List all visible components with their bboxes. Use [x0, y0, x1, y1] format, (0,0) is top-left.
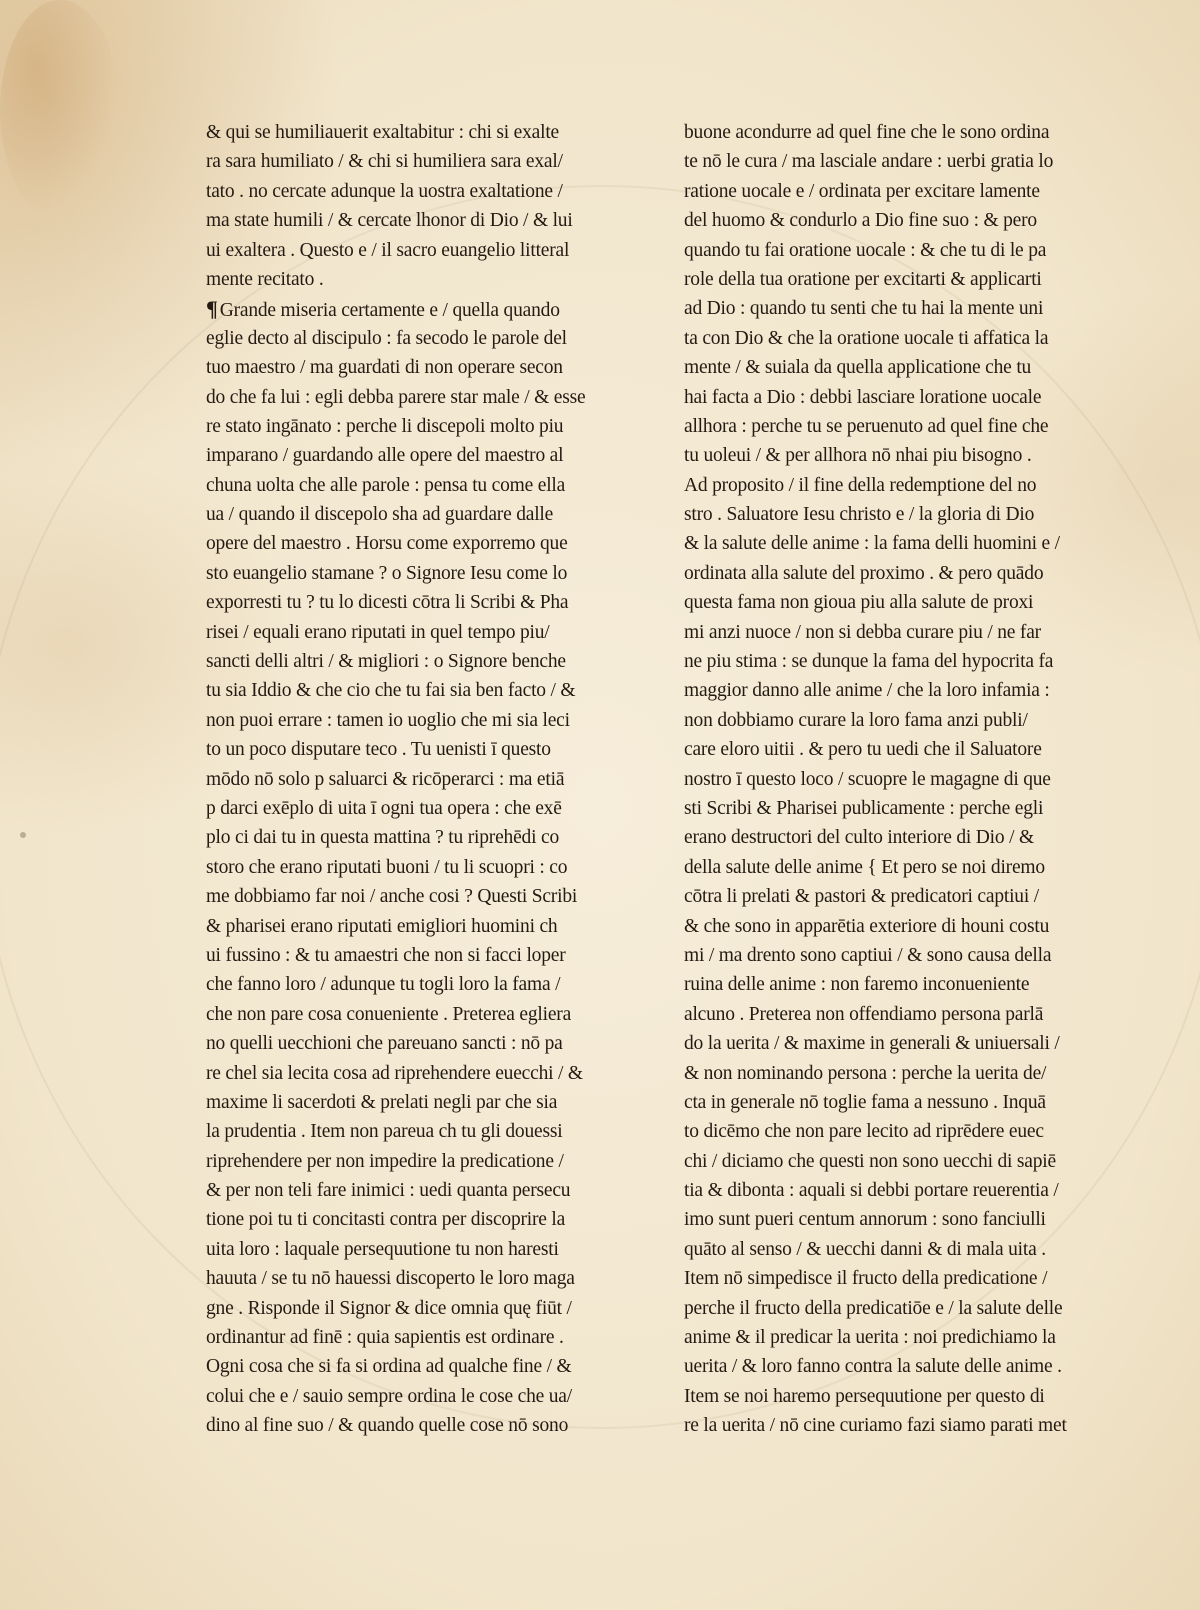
text-line: che non pare cosa conueniente . Preterea egliera — [206, 1003, 572, 1025]
text-line: no quelli uecchioni che pareuano sancti : nō pa — [206, 1033, 563, 1055]
text-line: imo sunt pueri centum annorum : sono fanciulli — [684, 1209, 1046, 1231]
text-line: ordinata alla salute del proximo . & pero quādo — [684, 562, 1044, 584]
text-line: risei / equali erano riputati in quel tempo piu/ — [206, 621, 550, 643]
text-line: ma state humili / & cercate lhonor di Dio / & lui — [206, 210, 573, 232]
text-line: imparano / guardando alle opere del maestro al — [206, 445, 564, 467]
text-line: tu uoleui / & per allhora nō nhai piu bisogno . — [684, 445, 1032, 467]
text-line: care eloro uitii . & pero tu uedi che il Saluatore — [684, 739, 1042, 761]
text-line: quando tu fai oratione uocale : & che tu di le pa — [684, 239, 1047, 261]
foxing-stain — [0, 0, 120, 220]
text-line: nostro ī questo loco / scuopre le magagne di que — [684, 768, 1051, 790]
text-line: del huomo & condurlo a Dio fine suo : & pero — [684, 210, 1037, 232]
text-line: stro . Saluatore Iesu christo e / la gloria di Dio — [684, 504, 1035, 526]
text-line: perche il fructo della predicatiōe e / la salute delle — [684, 1297, 1063, 1319]
text-line: maggior danno alle anime / che la loro infamia : — [684, 680, 1050, 702]
text-line: mente / & suiala da quella applicatione che tu — [684, 357, 1032, 379]
text-line: ne piu stima : se dunque la fama del hypocrita fa — [684, 651, 1054, 673]
text-line: anime & il predicar la uerita : noi predichiamo la — [684, 1327, 1056, 1349]
text-line: to dicēmo che non pare lecito ad riprēdere euec — [684, 1121, 1044, 1143]
text-line: mente recitato . — [206, 268, 324, 290]
text-line: do la uerita / & maxime in generali & uniuersali / — [684, 1033, 1060, 1055]
text-line: chuna uolta che alle parole : pensa tu come ella — [206, 474, 566, 496]
text-line: ui exaltera . Questo e / il sacro euangelio litteral — [206, 239, 570, 261]
text-line: plo ci dai tu in questa mattina ? tu riprehēdi co — [206, 827, 560, 849]
text-line: & la salute delle anime : la fama delli huomini e / — [684, 533, 1060, 555]
text-line: ordinantur ad finē : quia sapientis est ordinare . — [206, 1327, 564, 1349]
text-line: & qui se humiliauerit exaltabitur : chi si exalte — [206, 122, 560, 143]
text-line: Ad proposito / il fine della redemptione del no — [684, 474, 1037, 496]
text-line: erano destructori del culto interiore di Dio / & — [684, 827, 1034, 849]
text-line: che fanno loro / adunque tu togli loro la fama / — [206, 974, 561, 996]
text-line: & non nominando persona : perche la uerita de/ — [684, 1062, 1047, 1084]
text-line: mōdo nō solo p saluarci & ricōperarci : ma etiā — [206, 768, 565, 790]
text-line: Item nō simpedisce il fructo della predicatione / — [684, 1268, 1048, 1290]
text-line: colui che e / sauio sempre ordina le cose che ua/ — [206, 1385, 572, 1407]
text-line: maxime li sacerdoti & prelati negli par che sia — [206, 1091, 558, 1113]
text-line: te nō le cura / ma lasciale andare : uerbi gratia lo — [684, 151, 1054, 173]
text-line: gne . Risponde il Signor & dice omnia quę fiūt / — [206, 1297, 572, 1319]
margin-dot — [20, 832, 26, 838]
text-line — [206, 294, 646, 323]
text-line: to un poco disputare teco . Tu uenisti ī questo — [206, 739, 551, 761]
text-line: dino al fine suo / & quando quelle cose nō sono — [206, 1415, 569, 1437]
text-line: opere del maestro . Horsu come exporremo que — [206, 533, 568, 555]
text-line: ratione uocale e / ordinata per excitare lamente — [684, 180, 1040, 202]
text-line: p darci exēplo di uita ī ogni tua opera : che exē — [206, 797, 562, 819]
text-line: & pharisei erano riputati emigliori huomini ch — [206, 915, 558, 937]
text-line: re chel sia lecita cosa ad riprehendere euecchi / & — [206, 1062, 583, 1084]
text-line: uerita / & loro fanno contra la salute delle anime . — [684, 1356, 1062, 1378]
text-line: & per non teli fare inimici : uedi quanta persecu — [206, 1180, 571, 1202]
left-text-column — [206, 118, 646, 1441]
text-line: alcuno . Preterea non offendiamo persona parlā — [684, 1003, 1044, 1025]
pilcrow-icon: ¶ — [206, 296, 218, 322]
text-line: chi / diciamo che questi non sono uecchi di sapiē — [684, 1150, 1056, 1172]
text-line: tato . no cercate adunque la uostra exaltatione / — [206, 180, 563, 202]
text-line: ua / quando il discepolo sha ad guardare dalle — [206, 504, 554, 526]
text-line: me dobbiamo far noi / anche cosi ? Questi Scribi — [206, 886, 578, 908]
text-line: tia & dibonta : aquali si debbi portare reuerentia / — [684, 1180, 1059, 1202]
text-line: ta con Dio & che la oratione uocale ti affatica la — [684, 327, 1049, 349]
text-line: ui fussino : & tu amaestri che non si facci loper — [206, 944, 566, 966]
text-line: buone acondurre ad quel fine che le sono ordina — [684, 122, 1050, 143]
text-line: mi anzi nuoce / non si debba curare piu / ne far — [684, 621, 1041, 643]
text-line: non dobbiamo curare la loro fama anzi publi/ — [684, 709, 1028, 731]
text-line: questa fama non gioua piu alla salute de proxi — [684, 592, 1034, 614]
right-text-column — [684, 118, 1124, 1441]
text-line: role della tua oratione per excitarti & applicarti — [684, 268, 1042, 290]
text-line: riprehendere per non impedire la predicatione / — [206, 1150, 564, 1172]
text-line: uita loro : laquale persequutione tu non haresti — [206, 1238, 559, 1260]
text-line: sto euangelio stamane ? o Signore Iesu come lo — [206, 562, 568, 584]
text-line: sti Scribi & Pharisei publicamente : perche egli — [684, 797, 1044, 819]
text-line: do che fa lui : egli debba parere star male / & esse — [206, 386, 586, 408]
text-line: re stato ingānato : perche li discepoli molto piu — [206, 415, 564, 437]
text-line: storo che erano riputati buoni / tu li scuopri : co — [206, 856, 568, 878]
text-line: la prudentia . Item non pareua ch tu gli douessi — [206, 1121, 563, 1143]
text-line: hai facta a Dio : debbi lasciare loratione uocale — [684, 386, 1042, 408]
text-line-content: Grande miseria certamente e / quella quando — [219, 300, 560, 322]
text-line: hauuta / se tu nō hauessi discoperto le loro maga — [206, 1268, 575, 1290]
text-line: allhora : perche tu se peruenuto ad quel fine che — [684, 415, 1049, 437]
text-line: tione poi tu ti concitasti contra per discoprire la — [206, 1209, 566, 1231]
text-line: exporresti tu ? tu lo dicesti cōtra li Scribi & Pha — [206, 592, 569, 614]
text-line: non puoi errare : tamen io uoglio che mi sia leci — [206, 709, 570, 731]
text-line: mi / ma drento sono captiui / & sono causa della — [684, 944, 1052, 966]
text-line: quāto al senso / & uecchi danni & di mala uita . — [684, 1238, 1046, 1260]
text-line: & che sono in apparētia exteriore di houni costu — [684, 915, 1050, 937]
text-line: re la uerita / nō cine curiamo fazi siamo parati met — [684, 1415, 1067, 1437]
text-line: tuo maestro / ma guardati di non operare secon — [206, 357, 563, 379]
text-line: ruina delle anime : non faremo inconueniente — [684, 974, 1030, 996]
text-line: tu sia Iddio & che cio che tu fai sia ben facto / & — [206, 680, 576, 702]
text-line: della salute delle anime { Et pero se noi diremo — [684, 856, 1045, 878]
text-line: ad Dio : quando tu senti che tu hai la mente uni — [684, 298, 1044, 320]
text-line: cōtra li prelati & pastori & predicatori captiui / — [684, 886, 1039, 908]
text-line: Item se noi haremo persequutione per questo di — [684, 1385, 1045, 1407]
text-line: Ogni cosa che si fa si ordina ad qualche fine / & — [206, 1356, 572, 1378]
text-line: ra sara humiliato / & chi si humiliera sara exal/ — [206, 151, 563, 173]
text-line: sancti delli altri / & migliori : o Signore benche — [206, 651, 566, 673]
text-line: eglie decto al discipulo : fa secodo le parole del — [206, 327, 567, 349]
text-line: cta in generale nō toglie fama a nessuno . Inquā — [684, 1091, 1046, 1113]
